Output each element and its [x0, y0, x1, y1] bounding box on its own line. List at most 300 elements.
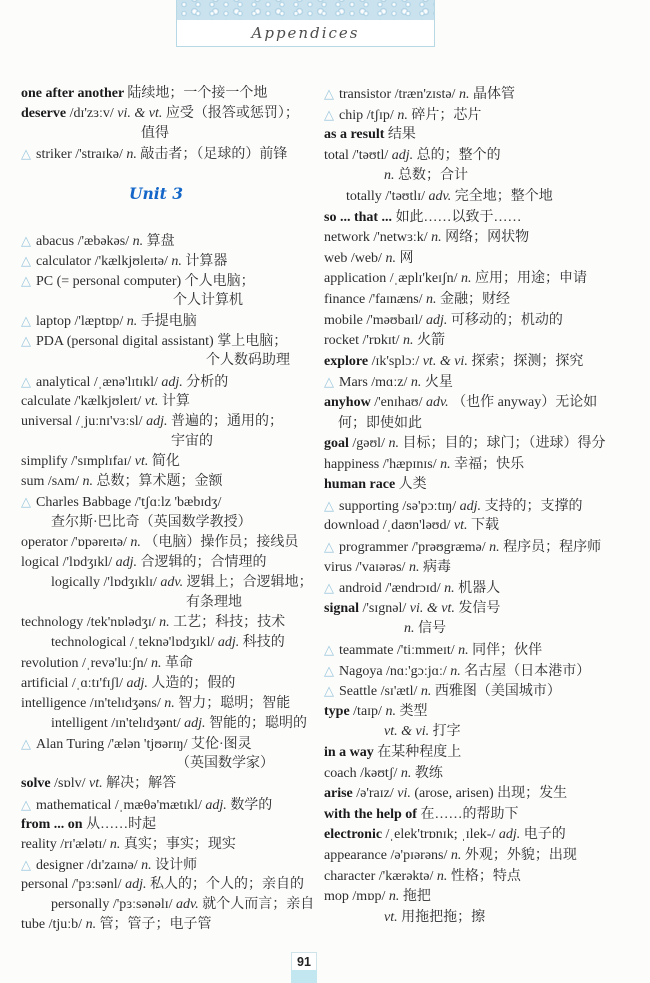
entry-text: 从……时起	[86, 816, 157, 832]
vocab-line	[324, 846, 644, 867]
part-of-speech: adj.	[205, 797, 231, 813]
entry-text: 总数；算术题；金额	[96, 474, 223, 490]
column-spacer	[21, 165, 22, 183]
part-of-speech: vi. & vt.	[409, 600, 459, 616]
part-of-speech: n.	[159, 615, 174, 631]
triangle-marker-icon: △	[21, 856, 31, 872]
entry-text: laptop /'læptɒp/	[36, 314, 127, 330]
vocab-line	[21, 392, 321, 412]
vocab-line	[324, 208, 644, 229]
entry-text: intelligent /ɪn'telɪdʒənt/	[51, 715, 185, 731]
part-of-speech: n.	[426, 291, 441, 307]
triangle-marker-icon: △	[324, 374, 334, 390]
entry-text: (arose, arisen) 出现；发生	[414, 786, 568, 802]
entry-text: 西雅图（美国城市）	[434, 684, 561, 700]
entry-text: artificial /ˌɑːtɪ'fɪʃl/	[21, 675, 127, 691]
entry-text: 如此……以致于……	[395, 209, 522, 225]
entry-text: 探索；探测；探究	[471, 353, 584, 369]
vocab-line	[324, 908, 644, 929]
page-number-box	[291, 952, 317, 983]
entry-text: /'enɪhaʊ/	[374, 394, 426, 410]
entry-text: designer /dɪ'zaɪnə/	[36, 857, 142, 873]
entry-text: 手提电脑	[140, 314, 197, 330]
vocab-line	[324, 84, 644, 105]
entry-text: rocket /'rɒkɪt/	[324, 333, 404, 349]
entry-text: 真实；事实；现实	[123, 836, 236, 852]
part-of-speech: adj.	[425, 312, 451, 328]
part-of-speech: n.	[141, 857, 156, 873]
entry-text: 晶体管	[472, 87, 515, 102]
entry-text: /ə'raɪz/	[356, 786, 398, 802]
vocab-line	[21, 412, 321, 432]
entry-text: Nagoya /nɑː'gɔːjɑː/	[339, 663, 451, 679]
vocab-line	[324, 681, 644, 702]
entry-text: intelligence /ɪn'telɪdʒəns/	[21, 695, 165, 711]
vocab-line	[21, 875, 321, 895]
vocab-line	[21, 372, 321, 392]
vocab-line	[324, 166, 644, 187]
vocab-line	[324, 722, 644, 743]
entry-text: 宇宙的	[171, 433, 213, 449]
entry-text: abacus /'æbəkəs/	[36, 233, 133, 249]
part-of-speech: n.	[385, 250, 400, 266]
part-of-speech: n.	[388, 889, 403, 905]
entry-text: 个人数码助理	[206, 353, 290, 369]
vocab-line	[21, 774, 321, 794]
entry-text: 电子的	[523, 827, 566, 843]
part-of-speech: n.	[82, 474, 97, 490]
vocab-line	[324, 475, 644, 496]
vocab-line	[324, 784, 644, 805]
part-of-speech: adj.	[498, 827, 524, 843]
entry-text: 幸福；快乐	[454, 456, 525, 472]
part-of-speech: n.	[420, 684, 435, 700]
headword: solve	[21, 776, 55, 792]
part-of-speech: adv.	[176, 897, 203, 913]
entry-text: transistor /træn'zɪstə/	[339, 87, 459, 102]
entry-text: 就个人而言；亲自	[202, 897, 315, 913]
part-of-speech: adj.	[161, 374, 187, 390]
entry-text: 名古屋（日本港市）	[464, 663, 591, 679]
vocab-line	[324, 414, 644, 435]
entry-text: Charles Babbage /'tʃɑːlz 'bæbɪdʒ/	[36, 495, 222, 511]
vocab-line	[21, 613, 321, 633]
headword: in a way	[324, 745, 378, 760]
part-of-speech: n.	[132, 233, 147, 249]
header-title: Appendices	[251, 24, 360, 42]
vocab-line	[324, 578, 644, 599]
entry-text: /ˌelek'trɒnɪk; ˌɪlek-/	[385, 827, 499, 843]
entry-text: 数学的	[230, 797, 273, 813]
vocab-line	[21, 351, 321, 371]
headword: arise	[324, 786, 357, 802]
vocab-line	[21, 331, 321, 351]
part-of-speech: adj.	[125, 877, 150, 893]
part-of-speech: n.	[400, 765, 415, 781]
vocab-line	[324, 558, 644, 579]
entry-text: technology /tek'nɒlədʒɪ/	[21, 615, 160, 631]
page-number-band	[291, 970, 317, 983]
entry-text: 火星	[424, 375, 453, 391]
vocab-line	[324, 640, 644, 661]
entry-text: 分析的	[186, 374, 229, 390]
entry-text: technological /ˌteknə'lɒdʒɪkl/	[51, 635, 218, 651]
part-of-speech: n.	[385, 703, 400, 719]
headword: electronic	[324, 827, 386, 843]
vocab-line	[21, 915, 321, 935]
part-of-speech: n.	[109, 836, 124, 852]
entry-text: /'sɪgnəl/	[362, 600, 410, 616]
vocab-line	[324, 311, 644, 332]
entry-text: 外观；外貌；出现	[464, 847, 577, 863]
vocab-line	[21, 251, 321, 271]
entry-text: 何；即使如此	[338, 415, 422, 431]
vocab-line	[21, 144, 321, 164]
vocab-line	[21, 694, 321, 714]
entry-text: supporting /sə'pɔːtɪŋ/	[339, 498, 460, 514]
vocab-line	[324, 105, 644, 126]
vocab-line	[21, 472, 321, 492]
entry-text: 金融；财经	[440, 291, 511, 307]
part-of-speech: n.	[431, 230, 446, 246]
triangle-marker-icon: △	[21, 272, 31, 288]
vocab-line	[324, 228, 644, 249]
triangle-marker-icon: △	[21, 313, 31, 329]
part-of-speech: n.	[384, 168, 398, 184]
entry-text: /ɪk'splɔː/	[371, 353, 423, 369]
entry-text: Alan Turing /'ælən 'tjʊərɪŋ/ 艾伦·图灵	[36, 737, 252, 753]
entry-text: virus /'vaɪərəs/	[324, 559, 409, 575]
vocab-line	[324, 825, 644, 846]
triangle-marker-icon: △	[21, 146, 31, 162]
vocab-line	[21, 633, 321, 653]
vocab-line	[324, 619, 644, 640]
part-of-speech: adj.	[217, 635, 243, 651]
entry-text: simplify /'sɪmplɪfaɪ/	[21, 454, 135, 470]
part-of-speech: n.	[489, 540, 504, 556]
entry-text: 敲击者；（足球的）前锋	[140, 147, 288, 163]
entry-text: 支持的；支撑的	[484, 498, 583, 514]
entry-text: 用拖把拖；擦	[401, 909, 486, 925]
vocab-line	[21, 593, 321, 613]
part-of-speech: n.	[410, 375, 425, 391]
vocab-line	[324, 393, 644, 414]
entry-text: Seattle /sɪ'ætl/	[339, 684, 421, 700]
entry-text: logically /'lɒdʒɪklɪ/	[51, 574, 161, 590]
entry-text: 同伴；伙伴	[472, 643, 543, 659]
entry-text: chip /tʃɪp/	[339, 107, 398, 123]
triangle-marker-icon: △	[21, 736, 31, 752]
vocab-line	[21, 84, 321, 104]
vocab-line	[324, 331, 644, 352]
headword: from ... on	[21, 816, 87, 832]
column-spacer	[21, 205, 22, 231]
part-of-speech: adj.	[146, 413, 171, 429]
entry-text: 私人的；个人的；亲自的	[149, 877, 304, 893]
entry-text: 信号	[418, 621, 446, 637]
part-of-speech: n.	[126, 147, 141, 163]
headword: explore	[324, 353, 372, 369]
triangle-marker-icon: △	[324, 662, 334, 678]
vocab-line	[21, 513, 321, 533]
part-of-speech: vt.	[134, 454, 152, 470]
part-of-speech: n.	[403, 333, 418, 349]
entry-text: 值得	[141, 126, 169, 142]
part-of-speech: n.	[450, 663, 465, 679]
entry-text: 应受（报答或惩罚）；	[165, 106, 299, 122]
vocab-line	[324, 887, 644, 908]
part-of-speech: vt.	[89, 776, 107, 792]
vocab-line	[21, 311, 321, 331]
vocab-line	[21, 533, 321, 553]
entry-text: striker /'straɪkə/	[36, 147, 127, 163]
entry-text: /taɪp/	[353, 703, 386, 719]
entry-text: 完全地；整个地	[454, 188, 553, 204]
triangle-marker-icon: △	[21, 252, 31, 268]
entry-text: sum /sʌm/	[21, 474, 83, 490]
entry-text: application /ˌæplɪ'keɪʃn/	[324, 271, 462, 287]
entry-text: 工艺；科技；技术	[173, 615, 286, 631]
page-header	[176, 0, 435, 47]
entry-text: 在……的帮助下	[420, 806, 519, 822]
part-of-speech: n.	[444, 581, 459, 597]
part-of-speech: n.	[408, 559, 423, 575]
entry-text: 解决；解答	[106, 776, 177, 792]
entry-text: 普遍的；通用的；	[170, 413, 283, 429]
entry-text: 科技的	[242, 635, 285, 651]
vocab-line	[324, 290, 644, 311]
part-of-speech: n.	[164, 695, 179, 711]
entry-text: 病毒	[422, 559, 451, 575]
part-of-speech: adj.	[115, 554, 141, 570]
entry-text: 总数；合计	[398, 168, 468, 184]
entry-text: 陆续地；一个接一个地	[127, 86, 268, 101]
page-number: 91	[291, 952, 317, 970]
part-of-speech: n.	[440, 456, 455, 472]
part-of-speech: adv.	[428, 188, 455, 204]
entry-text: universal /ˌjuːnɪ'vɜːsl/	[21, 413, 147, 429]
entry-text: reality /rɪ'ælətɪ/	[21, 836, 110, 852]
part-of-speech: n.	[458, 643, 473, 659]
entry-text: 结果	[387, 127, 416, 143]
headword: human race	[324, 477, 399, 493]
vocab-line	[324, 516, 644, 537]
entry-text: mobile /'məʊbaɪl/	[324, 312, 426, 328]
vocab-line	[21, 754, 321, 774]
vocab-line	[324, 269, 644, 290]
entry-text: 查尔斯·巴比奇（英国数学教授）	[51, 514, 252, 530]
triangle-marker-icon: △	[324, 539, 334, 555]
entry-text: 类型	[399, 703, 428, 719]
triangle-marker-icon: △	[21, 796, 31, 812]
entry-text: 计算器	[185, 253, 228, 269]
vocab-line	[324, 599, 644, 620]
part-of-speech: n.	[85, 917, 100, 933]
entry-text: android /'ændrɔɪd/	[339, 581, 445, 597]
entry-text: 教练	[414, 765, 443, 781]
entry-text: PC (= personal computer) 个人电脑；	[36, 273, 255, 289]
triangle-marker-icon: △	[324, 86, 334, 101]
entry-text: 下载	[470, 518, 499, 534]
entry-text: 合逻辑的；合情理的	[140, 554, 267, 570]
vocab-line	[21, 231, 321, 251]
vocab-line	[21, 815, 321, 835]
vocab-line	[324, 249, 644, 270]
vocab-line	[324, 764, 644, 785]
triangle-marker-icon: △	[21, 373, 31, 389]
vocab-line	[324, 125, 644, 146]
entry-text: total /'təʊtl/	[324, 147, 392, 163]
headword: type	[324, 703, 354, 719]
entry-text: 网络；网状物	[445, 230, 530, 246]
vocab-line	[324, 146, 644, 167]
vocab-line	[21, 124, 321, 144]
headword: as a result	[324, 127, 388, 143]
entry-text: personal /'pɜːsənl/	[21, 877, 126, 893]
entry-text: 个人计算机	[173, 292, 243, 308]
entry-text: Mars /mɑːz/	[339, 375, 411, 391]
headword: one after another	[21, 86, 128, 101]
water-droplets-photo	[177, 0, 434, 20]
entry-text: 程序员；程序师	[503, 540, 602, 556]
entry-text: 碎片；芯片	[411, 107, 482, 123]
part-of-speech: n.	[404, 621, 418, 637]
vocab-line	[324, 805, 644, 826]
entry-text: 人类	[398, 477, 427, 493]
entry-text: （也作 anyway）无论如	[452, 394, 598, 410]
entry-text: programmer /'prəʊgræmə/	[339, 540, 490, 556]
entry-text: personally /'pɜːsənəlɪ/	[51, 897, 177, 913]
entry-text: PDA (personal digital assistant) 掌上电脑；	[36, 334, 288, 350]
part-of-speech: n.	[130, 534, 145, 550]
entry-text: network /'netwɜːk/	[324, 230, 432, 246]
vocab-line	[21, 795, 321, 815]
entry-text: 计算	[161, 393, 190, 409]
triangle-marker-icon: △	[324, 106, 334, 122]
vocab-line	[21, 855, 321, 875]
part-of-speech: n.	[151, 655, 166, 671]
vocab-line	[21, 492, 321, 512]
headword: anyhow	[324, 394, 375, 410]
part-of-speech: vt. & vi.	[422, 353, 472, 369]
entry-text: download /ˌdaʊn'ləʊd/	[324, 518, 454, 534]
vocab-line	[324, 434, 644, 455]
entry-text: /sɒlv/	[54, 776, 90, 792]
unit-heading: Unit 3	[128, 183, 183, 203]
entry-text: coach /kəʊtʃ/	[324, 765, 401, 781]
entry-text: calculator /'kælkjʊleɪtə/	[36, 253, 172, 269]
vocab-line	[21, 452, 321, 472]
entry-text: 在某种程度上	[377, 745, 462, 760]
entry-text: teammate /'tiːmmeɪt/	[339, 643, 459, 659]
part-of-speech: vt.	[384, 909, 402, 925]
entry-text: 革命	[165, 655, 194, 671]
part-of-speech: adj.	[459, 498, 485, 514]
vocab-line	[324, 455, 644, 476]
headword: signal	[324, 600, 363, 616]
entry-text: 设计师	[155, 857, 198, 873]
headword: deserve	[21, 106, 70, 122]
vocab-column-left	[21, 84, 321, 935]
vocab-line	[324, 743, 644, 764]
vocab-line	[324, 537, 644, 558]
triangle-marker-icon: △	[324, 580, 334, 596]
triangle-marker-icon: △	[21, 232, 31, 248]
vocab-line	[324, 352, 644, 373]
part-of-speech: vt. & vi.	[384, 724, 433, 740]
part-of-speech: adj.	[391, 147, 417, 163]
part-of-speech: n.	[458, 87, 473, 102]
entry-text: 人造的；假的	[151, 675, 236, 691]
vocab-line	[21, 714, 321, 734]
entry-text: 发信号	[458, 600, 501, 616]
entry-text: 简化	[151, 454, 180, 470]
entry-text: 总的；整个的	[416, 147, 501, 163]
part-of-speech: adv.	[426, 394, 453, 410]
part-of-speech: adj.	[126, 675, 152, 691]
part-of-speech: n.	[388, 436, 403, 452]
vocab-line	[324, 702, 644, 723]
entry-text: tube /tjuːb/	[21, 917, 86, 933]
entry-text: finance /'faɪnæns/	[324, 291, 427, 307]
entry-text: calculate /'kælkjʊleɪt/	[21, 393, 145, 409]
triangle-marker-icon: △	[324, 642, 334, 658]
vocab-line	[21, 291, 321, 311]
triangle-marker-icon: △	[324, 683, 334, 699]
part-of-speech: n.	[436, 868, 451, 884]
part-of-speech: n.	[397, 107, 412, 123]
part-of-speech: n.	[450, 847, 465, 863]
entry-text: 打字	[432, 724, 461, 740]
part-of-speech: vi.	[397, 786, 415, 802]
part-of-speech: n.	[126, 314, 141, 330]
entry-text: mop /mɒp/	[324, 889, 389, 905]
entry-text: operator /'ɒpəreɪtə/	[21, 534, 131, 550]
entry-text: 拖把	[402, 889, 431, 905]
entry-text: 应用；用途；申请	[475, 271, 588, 287]
part-of-speech: adj.	[184, 715, 210, 731]
part-of-speech: adv.	[160, 574, 187, 590]
vocab-line	[21, 553, 321, 573]
vocab-line	[21, 432, 321, 452]
entry-text: analytical /ˌænə'lɪtɪkl/	[36, 374, 162, 390]
headword: so ... that ...	[324, 209, 396, 225]
part-of-speech: vt.	[144, 393, 162, 409]
part-of-speech: vt.	[453, 518, 471, 534]
entry-text: 性格；特点	[450, 868, 521, 884]
vocab-line	[21, 734, 321, 754]
vocab-line	[21, 271, 321, 291]
entry-text: mathematical /ˌmæθə'mætɪkl/	[36, 797, 206, 813]
vocab-line	[324, 187, 644, 208]
vocab-line	[21, 674, 321, 694]
entry-text: happiness /'hæpɪnɪs/	[324, 456, 441, 472]
entry-text: web /web/	[324, 250, 386, 266]
vocab-column-right	[324, 84, 644, 928]
entry-text: character /'kærəktə/	[324, 868, 437, 884]
vocab-line	[21, 573, 321, 593]
entry-text: 智能的；聪明的	[209, 715, 308, 731]
part-of-speech: vi. & vt.	[117, 106, 166, 122]
entry-text: 有条理地	[186, 595, 242, 611]
entry-text: 逻辑上；合逻辑地；	[186, 574, 313, 590]
triangle-marker-icon: △	[324, 497, 334, 513]
triangle-marker-icon: △	[21, 333, 31, 349]
entry-text: /dɪ'zɜːv/	[69, 106, 118, 122]
entry-text: appearance /ə'pɪərəns/	[324, 847, 451, 863]
entry-text: （电脑）操作员；接线员	[144, 534, 299, 550]
entry-text: 智力；聪明；智能	[178, 695, 291, 711]
